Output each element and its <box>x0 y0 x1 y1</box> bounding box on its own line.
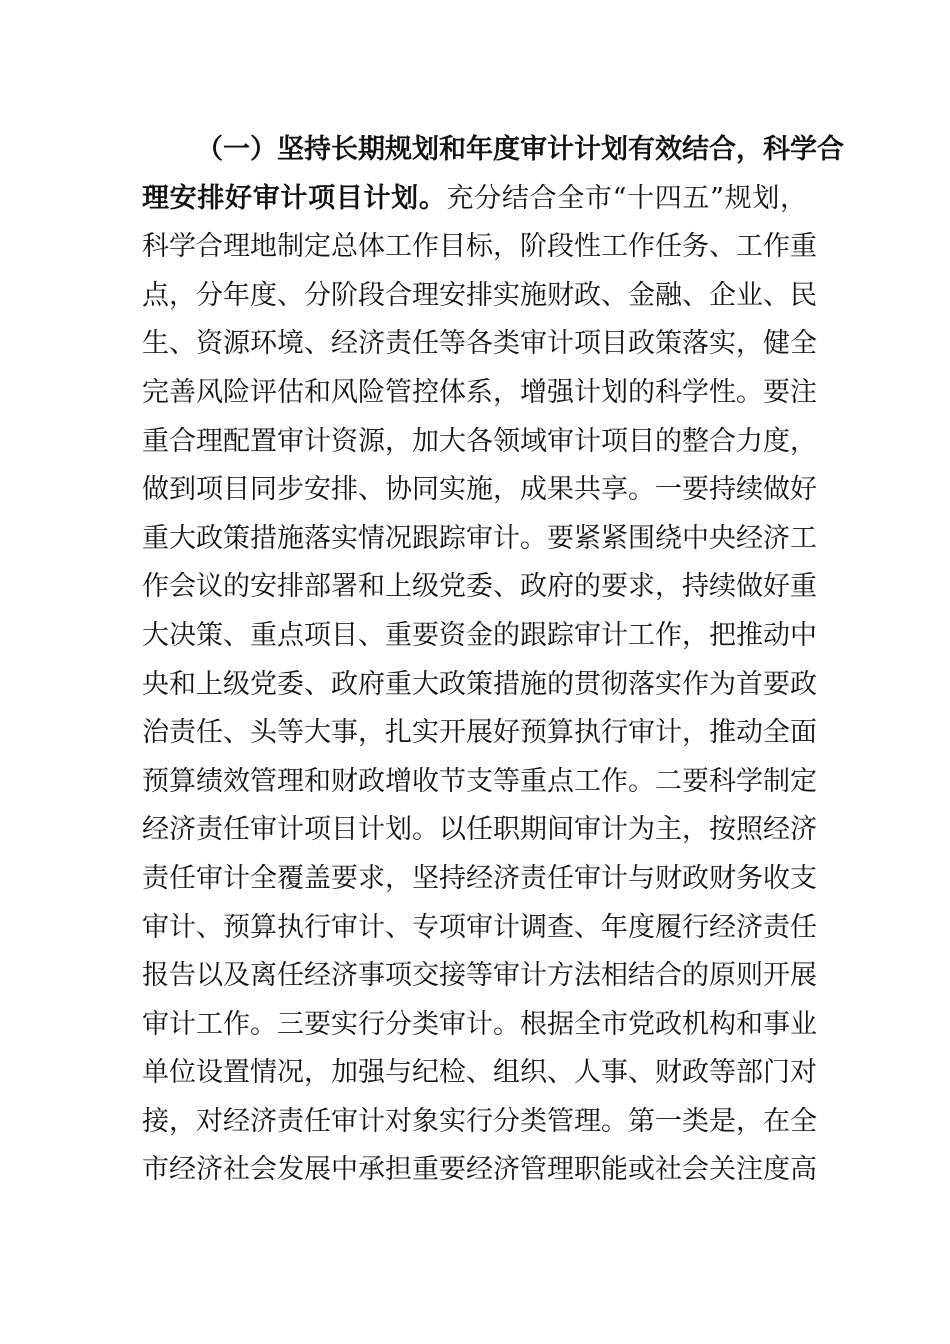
text-line: 审计工作。三要实行分类审计。根据全市党政机构和事业 <box>142 1008 817 1040</box>
text-line: 接，对经济责任审计对象实行分类管理。第一类是，在全 <box>142 1105 817 1137</box>
text-line: 重合理配置审计资源，加大各领域审计项目的整合力度， <box>142 425 817 457</box>
text-line: 重大政策措施落实情况跟踪审计。要紧紧围绕中央经济工 <box>142 522 817 554</box>
text-line: 完善风险评估和风险管控体系，增强计划的科学性。要注 <box>142 376 817 408</box>
text-line: 央和上级党委、政府重大政策措施的贯彻落实作为首要政 <box>142 668 817 700</box>
section-heading-part-2: 理安排好审计项目计划。 <box>142 182 447 214</box>
paragraph-text-start: 充分结合全市“十四五”规划， <box>446 182 807 214</box>
text-line: 预算绩效管理和财政增收节支等重点工作。二要科学制定 <box>142 765 817 797</box>
text-line-2 <box>142 175 807 224</box>
text-line: 报告以及离任经济事项交接等审计方法相结合的原则开展 <box>142 960 817 992</box>
text-line: 作会议的安排部署和上级党委、政府的要求，持续做好重 <box>142 571 817 603</box>
body-text <box>142 126 844 1195</box>
text-line: 科学合理地制定总体工作目标，阶段性工作任务、工作重 <box>142 231 817 263</box>
text-line: 点，分年度、分阶段合理安排实施财政、金融、企业、民 <box>142 279 817 311</box>
text-line: 单位设置情况，加强与纪检、组织、人事、财政等部门对 <box>142 1057 817 1089</box>
section-heading-part-1: （一）坚持长期规划和年度审计计划有效结合，科学合 <box>196 134 844 165</box>
text-line: 治责任、头等大事，扎实开展好预算执行审计，推动全面 <box>142 717 817 749</box>
text-line: 经济责任审计项目计划。以任职期间审计为主，按照经济 <box>142 814 817 846</box>
text-line: 责任审计全覆盖要求，坚持经济责任审计与财政财务收支 <box>142 862 817 894</box>
text-line-1 <box>142 126 844 175</box>
text-line: 生、资源环境、经济责任等各类审计项目政策落实，健全 <box>142 328 817 360</box>
text-line: 市经济社会发展中承担重要经济管理职能或社会关注度高 <box>142 1154 817 1186</box>
text-line: 做到项目同步安排、协同实施，成果共享。一要持续做好 <box>142 474 817 506</box>
text-line: 大决策、重点项目、重要资金的跟踪审计工作，把推动中 <box>142 619 817 651</box>
text-line: 审计、预算执行审计、专项审计调查、年度履行经济责任 <box>142 911 817 943</box>
